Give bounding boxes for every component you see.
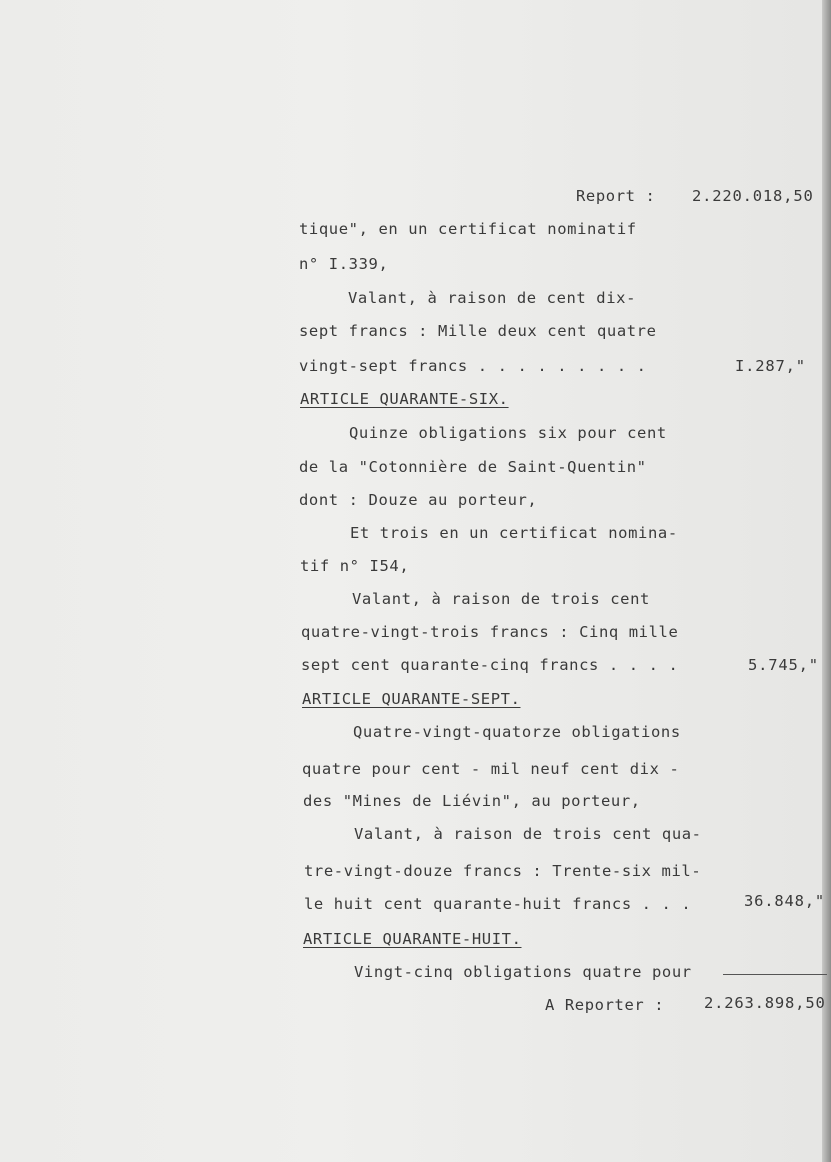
text-line: des "Mines de Liévin", au porteur, <box>303 792 641 810</box>
text-line: vingt-sept francs . . . . . . . . . <box>299 357 647 375</box>
text-line: Quatre-vingt-quatorze obligations <box>353 723 681 741</box>
article-heading: ARTICLE QUARANTE-HUIT. <box>303 930 522 948</box>
total-rule <box>723 974 827 975</box>
text-line: tique", en un certificat nominatif <box>299 220 637 238</box>
text-line: Valant, à raison de trois cent qua- <box>354 825 702 843</box>
text-line: quatre-vingt-trois francs : Cinq mille <box>301 623 679 641</box>
text-line: tif n° I54, <box>300 557 410 575</box>
text-line: Valant, à raison de cent dix- <box>348 289 637 307</box>
text-line: Vingt-cinq obligations quatre pour <box>354 963 692 981</box>
text-line: Et trois en un certificat nomina- <box>350 524 678 542</box>
article-heading: ARTICLE QUARANTE-SEPT. <box>302 690 521 708</box>
text-line: quatre pour cent - mil neuf cent dix - <box>302 760 680 778</box>
article-heading: ARTICLE QUARANTE-SIX. <box>300 390 509 408</box>
text-line: Valant, à raison de trois cent <box>352 590 650 608</box>
text-line: sept francs : Mille deux cent quatre <box>299 322 657 340</box>
text-line: tre-vingt-douze francs : Trente-six mil- <box>304 862 702 880</box>
text-line: sept cent quarante-cinq francs . . . . <box>301 656 679 674</box>
reporter-label: A Reporter : <box>545 996 665 1014</box>
text-line: Quinze obligations six pour cent <box>349 424 667 442</box>
reporter-amount: 2.263.898,50 <box>704 994 826 1012</box>
report-amount: 2.220.018,50 <box>692 187 814 205</box>
report-label: Report : <box>576 187 656 205</box>
text-line: dont : Douze au porteur, <box>299 491 538 509</box>
text-line: n° I.339, <box>299 255 389 273</box>
amount-article-45: I.287," <box>735 357 806 375</box>
page-edge <box>822 0 831 1162</box>
text-line: le huit cent quarante-huit francs . . . <box>304 895 692 913</box>
text-line: de la "Cotonnière de Saint-Quentin" <box>299 458 647 476</box>
amount-article-47: 36.848," <box>744 892 826 910</box>
amount-article-46: 5.745," <box>748 656 819 674</box>
